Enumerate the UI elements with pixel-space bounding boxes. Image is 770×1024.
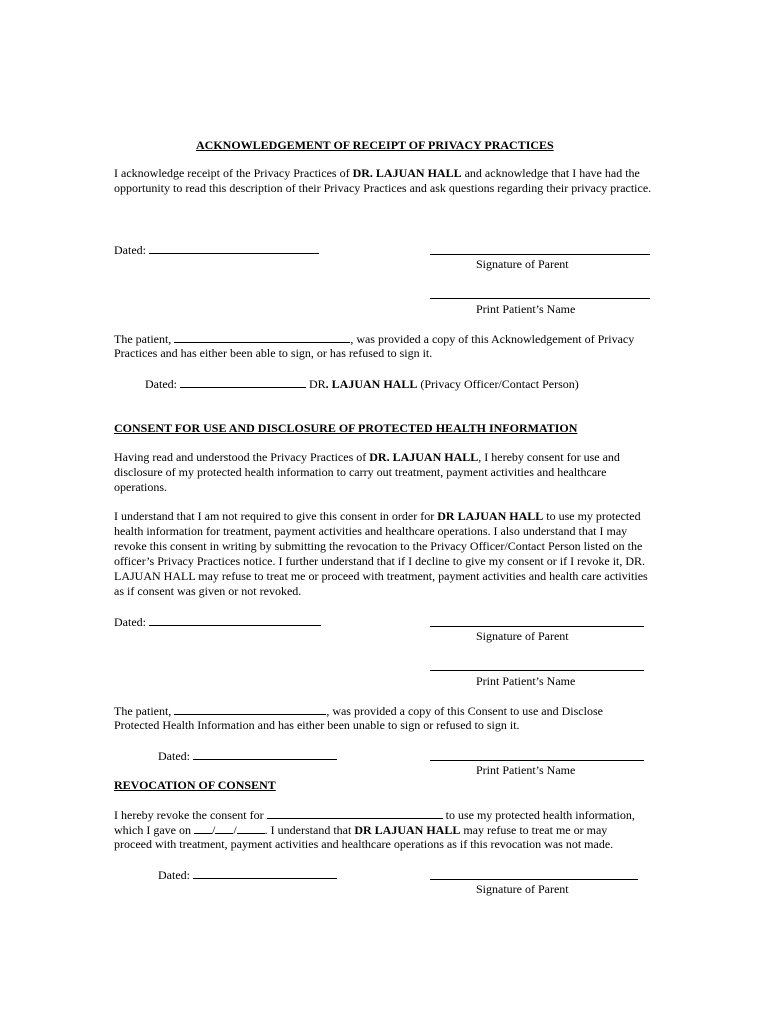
dated-blank-2[interactable] — [180, 376, 306, 388]
print-patient-name-label-3: Print Patient’s Name — [476, 763, 576, 777]
acknowledgement-title: ACKNOWLEDGEMENT OF RECEIPT OF PRIVACY PRACTICES — [196, 138, 554, 152]
dated-blank-5[interactable] — [193, 867, 337, 879]
patient-name-line-3[interactable] — [430, 760, 644, 761]
signature-of-parent-label-3: Signature of Parent — [476, 882, 569, 896]
date-year-blank[interactable] — [237, 822, 265, 834]
revocation-line-1: I hereby revoke the consent for to use my protected health information, — [114, 808, 635, 822]
consent-title: CONSENT FOR USE AND DISCLOSURE OF PROTECTED HEALTH INFORMATION — [114, 421, 578, 435]
consent-paragraph-1: Having read and understood the Privacy Practices of DR. LAJUAN HALL, I hereby consent for use and disclosure of my protected health information to carry out treatment, payment activities and healthcare operations. — [114, 450, 620, 494]
consent-paragraph-2: I understand that I am not required to give this consent in order for DR LAJUAN HALL to use my protected health information for treatment, payment activities and healthcare operations. I also understand that I may revoke this consent in writing by submitting the revocation to the Privacy Officer/Contact Person listed on the officer’s Privacy Practices notice. I further understand that if I decline to give my consent or if I revoke it, DR. LAJUAN HALL may refuse to treat me or proceed with treatment, payment activities and health care activities as if consent was given or not revoked. — [114, 509, 648, 598]
revocation-line-2: which I gave on / / . I understand that DR LAJUAN HALL may refuse to treat me or may — [114, 823, 608, 837]
parent-signature-line-3[interactable] — [430, 879, 638, 880]
dated-blank-4[interactable] — [193, 748, 337, 760]
acknowledgement-paragraph: I acknowledge receipt of the Privacy Practices of DR. LAJUAN HALL and acknowledge that I have had the opportunity to read this description of their Privacy Practices and ask questions regarding their privacy practice. — [114, 166, 652, 195]
signature-of-parent-label-2: Signature of Parent — [476, 629, 569, 643]
patient-name-blank[interactable] — [174, 331, 350, 343]
print-patient-name-label: Print Patient’s Name — [476, 302, 576, 316]
revocation-title: REVOCATION OF CONSENT — [114, 778, 276, 792]
dated-officer-line: Dated: DR. LAJUAN HALL (Privacy Officer/Contact Person) — [145, 377, 579, 391]
dated-field-1 — [114, 242, 319, 258]
patient-name-line[interactable] — [430, 298, 650, 299]
patient-acknowledgement-line-2: Practices and has either been able to sign, or has refused to sign it. — [114, 346, 433, 360]
dated-field-5: Dated: — [158, 867, 337, 883]
dated-field-3: Dated: — [114, 614, 321, 630]
patient-consent-line-2: Protected Health Information and has either been unable to sign or refused to sign it. — [114, 718, 520, 732]
dated-blank[interactable] — [149, 242, 319, 254]
patient-consent-line: The patient, , was provided a copy of this Consent to use and Disclose — [114, 704, 603, 718]
parent-signature-line[interactable] — [430, 254, 650, 255]
revocation-party-blank[interactable] — [267, 807, 443, 819]
parent-signature-line-2[interactable] — [430, 626, 644, 627]
dated-field-4: Dated: — [158, 748, 337, 764]
patient-acknowledgement-line: The patient, , was provided a copy of this Acknowledgement of Privacy — [114, 332, 635, 346]
patient-name-blank-2[interactable] — [174, 703, 326, 715]
dated-label: Dated: — [114, 243, 146, 257]
revocation-line-3: proceed with treatment, payment activities and healthcare operations as if this revocation was not made. — [114, 837, 614, 851]
dated-blank-3[interactable] — [149, 614, 321, 626]
signature-of-parent-label: Signature of Parent — [476, 257, 569, 271]
date-day-blank[interactable] — [215, 822, 233, 834]
date-month-blank[interactable] — [194, 822, 212, 834]
print-patient-name-label-2: Print Patient’s Name — [476, 674, 576, 688]
patient-name-line-2[interactable] — [430, 670, 644, 671]
